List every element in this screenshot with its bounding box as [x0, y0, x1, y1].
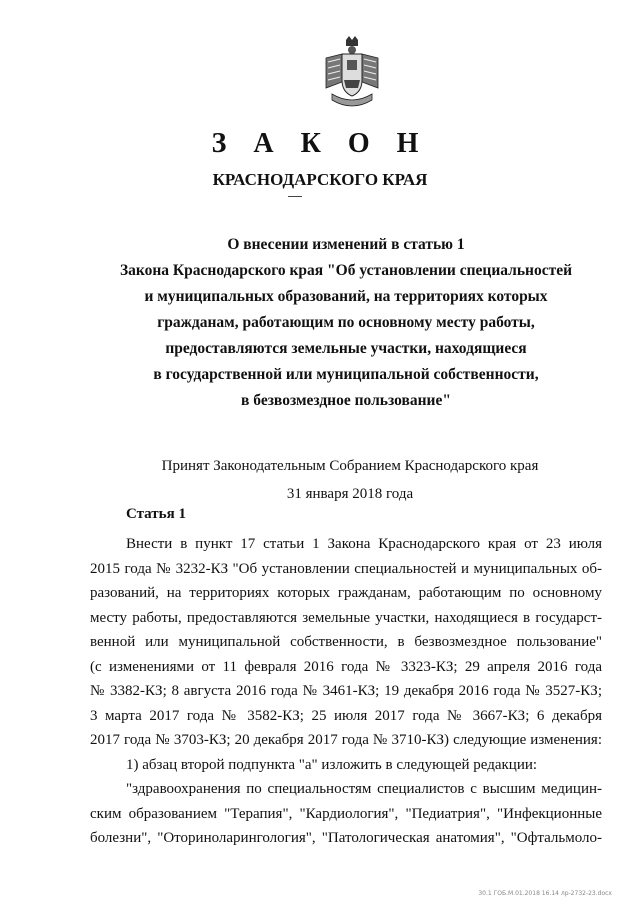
- heading-line: Закона Краснодарского края "Об установлении специальностей: [119, 262, 573, 279]
- heading-line: О внесении изменений в статью 1: [227, 236, 465, 253]
- body-line: Внести в пункт 17 статьи 1 Закона Краснодарского края от 23 июля: [126, 536, 602, 552]
- body-line: 2017 года № 3703-КЗ; 20 декабря 2017 года № 3710-КЗ) следующие изменения:: [90, 732, 602, 748]
- article-body: [90, 532, 602, 851]
- body-line: венной или муниципальной собственности, в безвозмездное пользование": [90, 634, 602, 650]
- heading-line: в безвозмездное пользование": [241, 392, 451, 409]
- body-line: (с изменениями от 11 февраля 2016 года № 3323-КЗ; 29 апреля 2016 года: [90, 658, 602, 675]
- adoption-info: [0, 452, 640, 508]
- heading-line: гражданам, работающим по основному месту работы,: [157, 314, 535, 331]
- body-line: "здравоохранения по специальностям специалистов с высшим медицин-: [126, 781, 602, 797]
- body-line: месту работы, предоставляются земельные участки, находящиеся в государст-: [90, 609, 602, 626]
- body-line: 1) абзац второй подпункта "а" изложить в следующей редакции:: [126, 756, 538, 773]
- article-title: Статья 1: [126, 506, 186, 522]
- coat-of-arms-emblem: [316, 36, 388, 112]
- body-line: 3 марта 2017 года № 3582-КЗ; 25 июля 2017 года № 3667-КЗ; 6 декабря: [90, 707, 602, 724]
- adoption-line: Принят Законодательным Собранием Краснодарского края: [161, 458, 539, 474]
- body-line: № 3382-КЗ; 8 августа 2016 года № 3461-КЗ; 19 декабря 2016 года № 3527-КЗ;: [90, 683, 602, 699]
- footer-file-code: 30.1 ГОБ.М.01.2018 16.14 лр-2732-23.docx: [478, 890, 612, 897]
- document-title: З А К О Н: [211, 128, 429, 159]
- heading-line: предоставляются земельные участки, находящиеся: [165, 340, 527, 357]
- scan-mark: [288, 196, 302, 197]
- law-heading: [96, 232, 596, 414]
- body-line: болезни", "Оториноларингология", "Патологическая анатомия", "Офтальмоло-: [90, 830, 602, 846]
- body-line: разований, на территориях которых гражданам, работающим по основному: [90, 585, 602, 601]
- adoption-date: 31 января 2018 года: [286, 486, 414, 502]
- document-subtitle: КРАСНОДАРСКОГО КРАЯ: [212, 170, 428, 189]
- heading-line: и муниципальных образований, на территориях которых: [144, 288, 548, 305]
- body-line: 2015 года № 3232-КЗ "Об установлении специальностей и муниципальных об-: [90, 560, 602, 577]
- heading-line: в государственной или муниципальной собственности,: [153, 366, 539, 383]
- body-line: ским образованием "Терапия", "Кардиология", "Педиатрия", "Инфекционные: [90, 805, 602, 822]
